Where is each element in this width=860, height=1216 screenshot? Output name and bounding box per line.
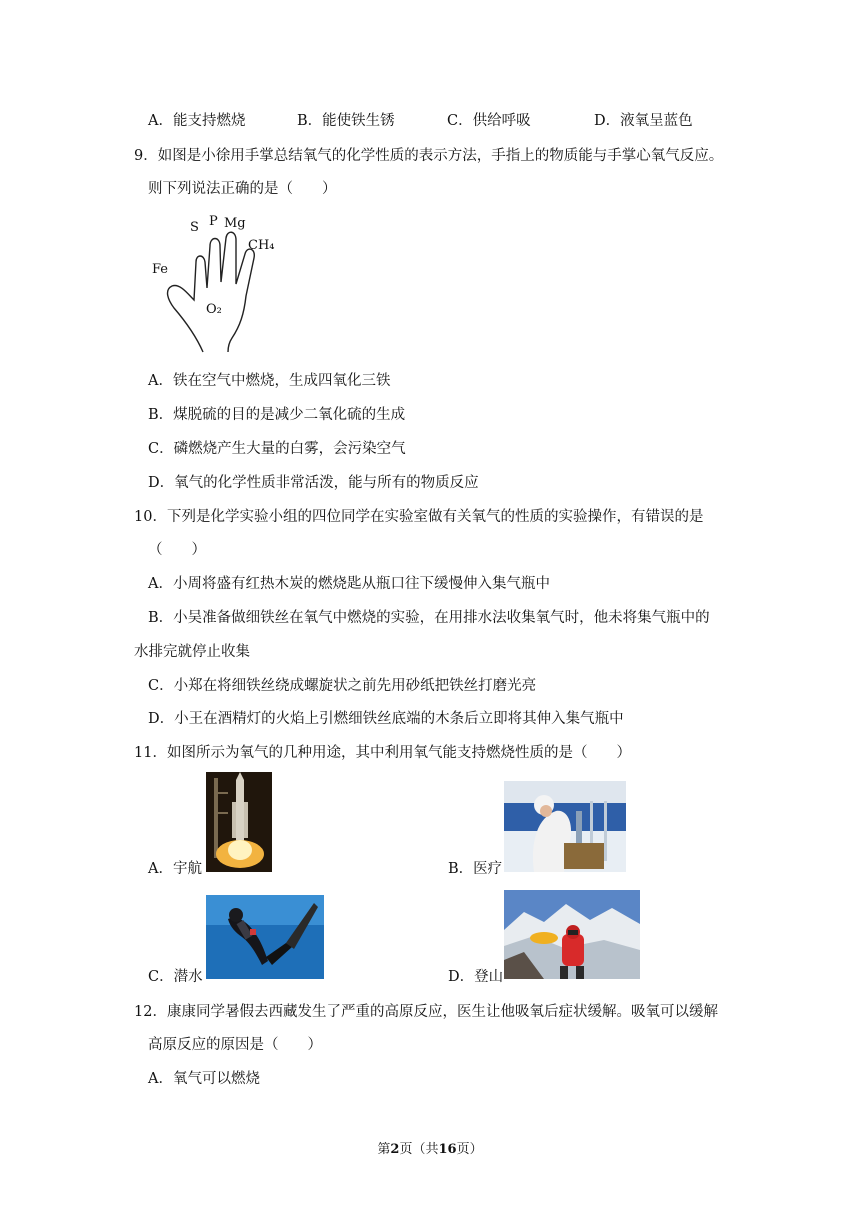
q8-option-d: D．液氧呈蓝色 [594, 113, 693, 129]
q11-option-b: B．医疗 [448, 861, 503, 877]
q10-option-b-line2: 水排完就停止收集 [134, 644, 250, 660]
hand-diagram [148, 210, 288, 356]
label-o2: O₂ [206, 302, 222, 317]
footer-page-number: 2 [390, 1142, 400, 1157]
q9-option-b: B．煤脱硫的目的是减少二氧化硫的生成 [148, 407, 406, 423]
q8-option-b: B．能使铁生锈 [297, 113, 395, 129]
rocket-launch-image [206, 772, 272, 872]
q10-option-d: D．小王在酒精灯的火焰上引燃细铁丝底端的木条后立即将其伸入集气瓶中 [148, 711, 624, 727]
q9-option-a: A．铁在空气中燃烧，生成四氧化三铁 [148, 373, 391, 389]
q10-option-b-line1: B．小吴准备做细铁丝在氧气中燃烧的实验，在用排水法收集氧气时，他未将集气瓶中的 [148, 610, 710, 626]
label-s: S [190, 220, 199, 235]
q10-option-c: C．小郑在将细铁丝绕成螺旋状之前先用砂纸把铁丝打磨光亮 [148, 678, 537, 694]
q9-option-d: D．氧气的化学性质非常活泼，能与所有的物质反应 [148, 475, 479, 491]
q11-option-a: A．宇航 [148, 861, 202, 877]
footer-suffix: 页） [456, 1142, 483, 1157]
q8-option-a: A．能支持燃烧 [148, 113, 246, 129]
q12-stem-line2: 高原反应的原因是（ ） [148, 1037, 322, 1053]
page-footer [0, 1138, 860, 1157]
q11-option-d: D．登山 [448, 969, 504, 985]
q9-stem-line1: 9．如图是小徐用手掌总结氧气的化学性质的表示方法，手指上的物质能与手掌心氧气反应。 [134, 148, 724, 164]
q9-option-c: C．磷燃烧产生大量的白雾，会污染空气 [148, 441, 406, 457]
q11-option-c: C．潜水 [148, 969, 203, 985]
label-p: P [209, 214, 218, 229]
q10-stem-line1: 10．下列是化学实验小组的四位同学在实验室做有关氧气的性质的实验操作，有错误的是 [134, 509, 704, 525]
footer-total-pages: 16 [438, 1142, 457, 1157]
q10-option-a: A．小周将盛有红热木炭的燃烧匙从瓶口往下缓慢伸入集气瓶中 [148, 576, 550, 592]
q12-option-a: A．氧气可以燃烧 [148, 1071, 260, 1087]
footer-mid: 页（共 [399, 1142, 439, 1157]
label-ch4: CH₄ [248, 238, 275, 253]
q11-stem: 11．如图所示为氧气的几种用途，其中利用氧气能支持燃烧性质的是（ ） [134, 745, 631, 761]
label-fe: Fe [152, 262, 169, 277]
hand-outline-icon [148, 210, 288, 356]
medical-oxygen-image [504, 781, 626, 872]
q9-stem-line2: 则下列说法正确的是（ ） [148, 181, 337, 197]
label-mg: Mg [224, 216, 246, 231]
scuba-diving-image [206, 895, 324, 979]
q12-stem-line1: 12．康康同学暑假去西藏发生了严重的高原反应，医生让他吸氧后症状缓解。吸氧可以缓解 [134, 1004, 718, 1020]
q10-stem-line2: （ ） [148, 542, 206, 558]
q8-option-c: C．供给呼吸 [447, 113, 531, 129]
footer-prefix: 第 [377, 1142, 391, 1157]
mountain-climbing-image [504, 890, 640, 979]
